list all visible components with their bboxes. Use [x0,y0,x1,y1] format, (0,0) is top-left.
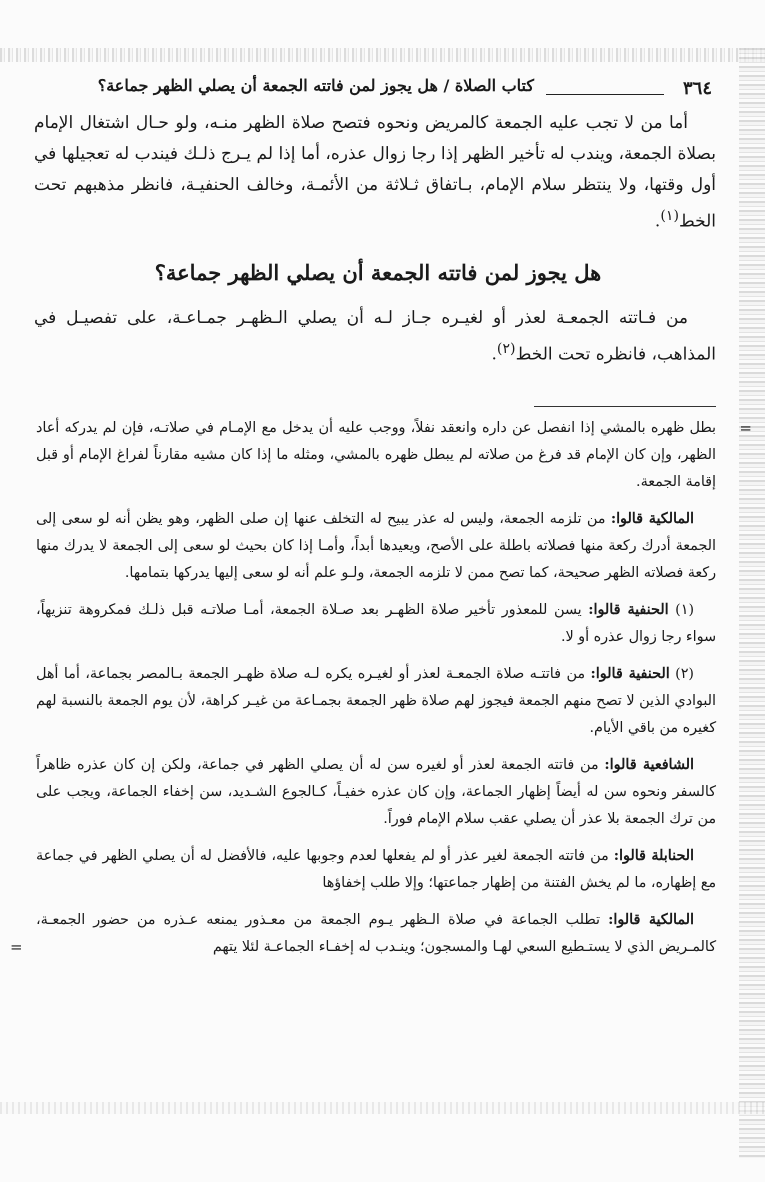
header-rule [546,94,664,95]
paragraph-text: من فـاتته الجمعـة لعذر أو لغيـره جـاز لـه أن يصلي الـظهـر جمـاعـة، على تفصيـل في المذاهب، فانظره تحت الخط [34,307,716,365]
footnote-maliki-1 [30,506,726,587]
footnote-1 [30,597,726,651]
footnote-text: بطل ظهره بالمشي إذا انفصل عن داره وانعقد نفلاً، ووجب عليه أن يدخل مع الإمـام في صلاتـه، فإن لم يدركه أعاد الظهر، وإن كان الإمام قد فرغ من صلاته لم يبطل ظهره بالمشي، ومثله ما إذا كان مشيه مقارناً لفراغ الإمام أو قبل إقامة الجمعة. [36,420,716,491]
body-paragraph-1 [30,108,726,238]
footnote-text: من فاتتـه صلاة الجمعـة لعذر أو لغيـره يكره لـه صلاة ظهـر الجمعة بـالمصر بجماعة، أما أهل البوادي الذين لا تصح منهم الجمعة فيجوز لهم صلاة ظهر الجمعة بجمـاعة من غيـر كراهة، لأن يوم الجمعة بالنسبة لهم كغيره من باقي الأيام. [36,666,716,737]
footnote-hanbali [30,843,726,897]
school-label: الحنابلة قالوا: [613,848,694,865]
footnote-shafii [30,752,726,833]
footnote-text: من فاتته الجمعة لغير عذر أو لم يفعلها لعدم وجوبها عليه، فالأفضل له أن يصلي الظهر في جماعة مع إظهاره، ما لم يخش الفتنة من إظهار جماعتها؛ وإلا طلب إخفاؤها [36,848,716,892]
period: . [491,344,497,365]
scan-border-top [0,48,765,62]
section-heading: هل يجوز لمن فاتته الجمعة أن يصلي الظهر جماعة؟ [154,259,602,285]
footnote-text: يسن للمعذور تأخير صلاة الظهـر بعد صـلاة الجمعة، أمـا صلاتـه قبل ذلـك فمكروهة تنزيهاً، سواء رجا زوال عذره أو لا. [36,602,716,646]
continuation-mark: = [739,419,752,438]
school-label: المالكية قالوا: [610,511,694,528]
period: . [654,211,661,232]
footnote-2 [30,661,726,742]
footnote-text: تطلب الجماعة في صلاة الـظهر يـوم الجمعة من معـذور يمنعه عـذره من حضور الجمعـة، كالمـريض الذي لا يستـطيع السعي لهـا والمسجون؛ وينـدب له إخفـاء الجماعـة لئلا يتهم [36,912,716,956]
footnote-ref-2: (٢) [496,340,516,357]
scan-border-bottom [0,1102,765,1114]
continuation-mark-end: = [10,938,23,957]
footnote-maliki-2 [10,907,726,961]
paragraph-text: أما من لا تجب عليه الجمعة كالمريض ونحوه فتصح صلاة الظهر منـه، ولو حـال اشتغال الإمام بصلاة الجمعة، ويندب له تأخير الظهر إذا رجا زوال عذره، أما إذا لم يـرج ذلـك فيندب له تعجيلها في أول وقتها، ولا ينتظر سلام الإمام، بـاتفاق ثـلاثة من الأئمـة، وخالف الحنفيـة، فانظر مذهبهم تحت الخط [34,113,716,232]
footnote-ref-1: (١) [660,208,679,224]
running-header [30,72,726,108]
page-number: ٣٦٤ [682,78,712,99]
school-label: الحنفية قالوا: [588,602,669,619]
body-paragraph-2 [30,303,726,371]
footnote-number: (١) [675,602,695,619]
school-label: الشافعية قالوا: [604,757,694,774]
school-label: الحنفية قالوا: [590,666,670,683]
running-title: كتاب الصلاة / هل يجوز لمن فاتته الجمعة أن يصلي الظهر جماعة؟ [97,76,534,95]
footnote-separator [534,406,716,407]
footnotes [10,415,752,961]
scan-border-right [739,48,765,1158]
book-page [10,72,752,971]
footnote-text: من تلزمه الجمعة، وليس له عذر يبيح له التخلف عنها إن صلى الظهر، وهو يظن أنه لو سعى إلى الجمعة أدرك ركعة منها فصلاته باطلة على الأصح، ويعيدها أبداً، وأمـا إذا كان بحيث لو سعى إلى الجمعة لا يدرك منها ركعة فصلاته الظهر صحيحة، كما تصح ممن لا تلزمه الجمعة، ولـو علم أنه لو سعى إليها يدركها بتمامها. [36,511,716,582]
footnote-text: من فاتته الجمعة لعذر أو لغيره سن له أن يصلي الظهر في جماعة، ولكن إن كان عذره ظاهراً كالسفر ونحوه سن له أيضاً إظهار الجماعة، وإن كان عذره خفيـاً، كـالجوع الشـديد، سن إخفاء الجماعة، ويجب على من ترك الجمعة بلا عذر أن يصلي عقب سلام الإمام فوراً. [36,757,716,828]
school-label: المالكية قالوا: [608,912,695,929]
footnote-number: (٢) [675,666,694,683]
footnote-continuation [30,415,752,496]
